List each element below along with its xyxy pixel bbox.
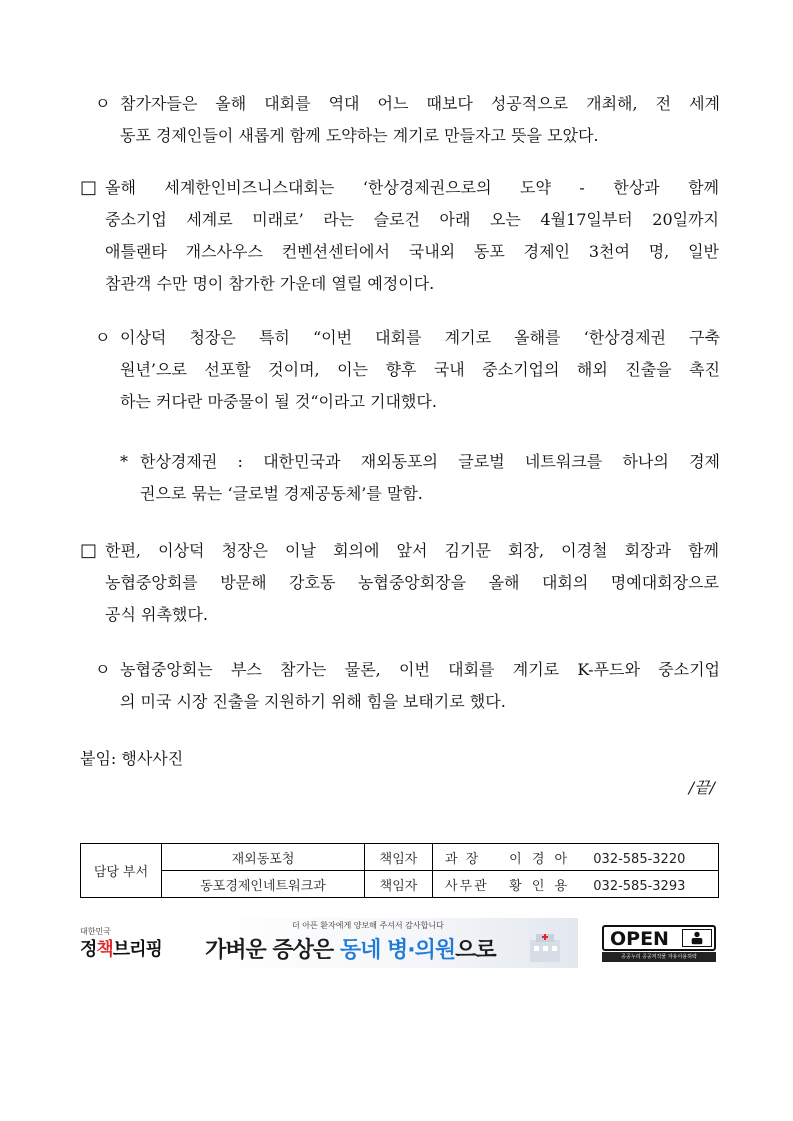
paragraph-line: 의 미국 시장 진출을 지원하기 위해 힘을 보태기로 했다. (120, 692, 506, 711)
paragraph-line: 농협중앙회는 부스 참가는 물론, 이번 대회를 계기로 K-푸드와 중소기업 (120, 660, 720, 679)
bullet-paragraph-2 (95, 322, 720, 418)
open-text: OPEN (610, 928, 669, 950)
paragraph-line: 애틀랜타 개스사우스 컨벤션센터에서 국내외 동포 경제인 3천여 명, 일반 (105, 242, 719, 261)
paragraph-line: 한편, 이상덕 청장은 이날 회의에 앞서 김기문 회장, 이경철 회장과 함께 (105, 541, 719, 560)
attachment-note: 붙임: 행사사진 (80, 749, 184, 768)
person-title: 과 장 (445, 851, 481, 867)
table-row (81, 871, 719, 898)
paragraph-line: 참가자들은 올해 대회를 역대 어느 때보다 성공적으로 개최해, 전 세계 (120, 94, 720, 113)
paragraph-line: 원년’으로 선포할 것이며, 이는 향후 국내 중소기업의 해외 진출을 촉진 (120, 360, 720, 379)
footnote-paragraph (120, 446, 720, 510)
person-title: 사무관 (445, 878, 489, 894)
table-row (81, 844, 719, 871)
paragraph-line: 올해 세계한인비즈니스대회는 ‘한상경제권으로의 도약 - 한상과 함께 (105, 178, 719, 197)
section-paragraph-nonghyup (80, 535, 719, 631)
attribution-person-icon (682, 929, 712, 947)
circle-bullet-icon: ㅇ (95, 328, 111, 347)
role-cell: 책임자 (365, 844, 433, 871)
contact-person (433, 844, 719, 871)
paragraph-line: 중소기업 세계로 미래로’ 라는 슬로건 아래 오는 4월17일부터 20일까지 (105, 210, 719, 229)
person-phone: 032-585-3293 (593, 878, 686, 894)
paragraph-line: 농협중앙회를 방문해 강호동 농협중앙회장을 올해 대회의 명예대회장으로 (105, 573, 719, 592)
bullet-paragraph-3 (95, 654, 720, 718)
org-name: 재외동포청 (162, 844, 365, 871)
open-license-caption: 공공누리 공공저작물 자유이용허락 (602, 952, 716, 962)
contact-person (433, 871, 719, 898)
dept-label: 담당 부서 (81, 844, 162, 898)
circle-bullet-icon: ㅇ (95, 660, 111, 679)
paragraph-line: 하는 커다란 마중물이 될 것“이라고 기대했다. (120, 392, 437, 411)
paragraph-line: 권으로 묶는 ‘글로벌 경제공동체’를 말함. (140, 484, 423, 503)
paragraph-line: 동포 경제인들이 새롭게 함께 도약하는 계기로 만들자고 뜻을 모았다. (120, 126, 599, 145)
banner-subtitle: 더 아픈 환자에게 양보해 주셔서 감사합니다 (292, 921, 444, 930)
paragraph-line: 이상덕 청장은 특히 “이번 대회를 계기로 올해를 ‘한상경제권 구축 (120, 328, 720, 347)
circle-bullet-icon: ㅇ (95, 94, 111, 113)
square-bullet-icon: □ (80, 540, 98, 561)
paragraph-line: 공식 위촉했다. (105, 605, 208, 624)
campaign-banner[interactable] (202, 918, 578, 968)
section-paragraph-conference (80, 172, 719, 300)
logo-caption: 대한민국 (80, 927, 111, 936)
square-bullet-icon: □ (80, 177, 98, 198)
hospital-illustration-icon (522, 930, 572, 964)
logo-wordmark: 정책브리핑 (80, 939, 162, 960)
division-name: 동포경제인네트워크과 (162, 871, 365, 898)
open-license-logo[interactable] (598, 925, 720, 965)
paragraph-line: 참관객 수만 명이 참가한 가운데 열릴 예정이다. (105, 274, 435, 293)
person-phone: 032-585-3220 (593, 851, 686, 867)
contact-table (80, 843, 719, 898)
end-mark: /끝/ (688, 778, 715, 797)
paragraph-line: 한상경제권 : 대한민국과 재외동포의 글로벌 네트워크를 하나의 경제 (140, 452, 720, 471)
open-license-box (602, 925, 716, 951)
person-name: 황 인 용 (509, 878, 571, 894)
banner-headline: 가벼운 증상은 동네 병·의원으로 (205, 938, 496, 963)
asterisk-icon: * (120, 452, 128, 471)
role-cell: 책임자 (365, 871, 433, 898)
person-name: 이 경 아 (509, 851, 571, 867)
bullet-paragraph-1 (95, 88, 720, 152)
policy-briefing-logo[interactable] (80, 927, 172, 967)
